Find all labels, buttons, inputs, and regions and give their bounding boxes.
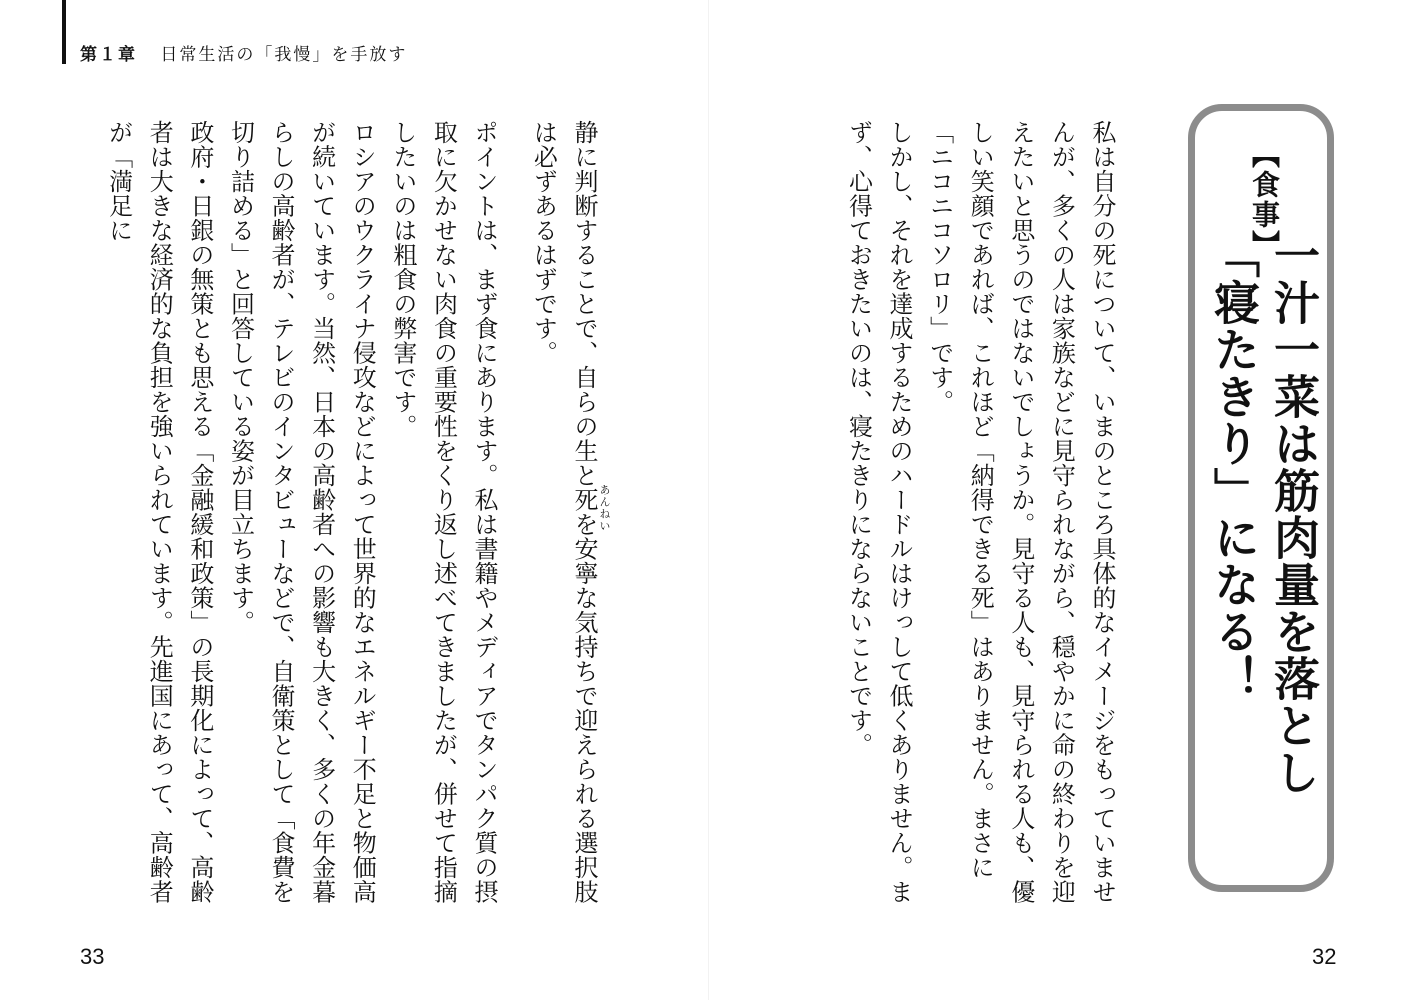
left-page-body [80, 120, 504, 920]
right-page-body [838, 120, 1122, 920]
chapter-title: 日常生活の「我慢」を手放す [160, 45, 408, 65]
section-heading [1204, 232, 1324, 872]
heading-line-1: 一汁一菜は筋肉量を落とし [1267, 232, 1321, 796]
paragraph: しかし、それを達成するためのハードルはけっして低くありません。まず、心得ておきたいのは、寝たきりにならないことです。 [844, 120, 914, 904]
paragraph: ロシアのウクライナ侵攻などによって世界的なエネルギー不足と物価高が続いています。当然、日本の高齢者への影響も大きく、多くの年金暮らしの高齢者が、テレビのインタビューなどで、自衛策として「食費を切り詰める」と回答している姿が目立ちます。 [226, 120, 377, 904]
paragraph: 静に判断することで、自らの生と死を安寧な気持ちで迎えられる選択肢は必ずあるはずです。 [529, 120, 598, 904]
paragraph: ポイントは、まず食にあります。私は書籍やメディアでタンパク質の摂取に欠かせない肉食の重要性をくり返し述べてきましたが、併せて指摘したいのは粗食の弊害です。 [388, 120, 498, 904]
header-rule [62, 0, 66, 64]
heading-line-2: 「寝たきり」になる！ [1207, 232, 1261, 702]
paragraph: 政府・日銀の無策とも思える「金融緩和政策」の長期化によって、高齢者は大きな経済的な負担を強いられています。先進国にあって、高齢者が「満足に [104, 120, 214, 904]
ruby-annotation: あんねい [598, 484, 611, 532]
page-number-right: 32 [1312, 944, 1337, 969]
spread-gutter [708, 0, 709, 1000]
running-head [80, 40, 407, 64]
paragraph: 私は自分の死について、いまのところ具体的なイメージをもっていませんが、多くの人は家族などに見守られながら、穏やかに命の終わりを迎えたいと思うのではないでしょうか。見守る人も、見守られる人も、優しい笑顔であれば、これほど「納得できる死」はありません。まさに「ニコニコソロリ」です。 [925, 120, 1116, 904]
page-number-left: 33 [80, 944, 105, 969]
chapter-number: 第１章 [80, 45, 137, 65]
left-page-body-continued [520, 120, 604, 920]
paragraph [520, 120, 523, 920]
heading-tag: 【食事】 [1248, 140, 1281, 260]
